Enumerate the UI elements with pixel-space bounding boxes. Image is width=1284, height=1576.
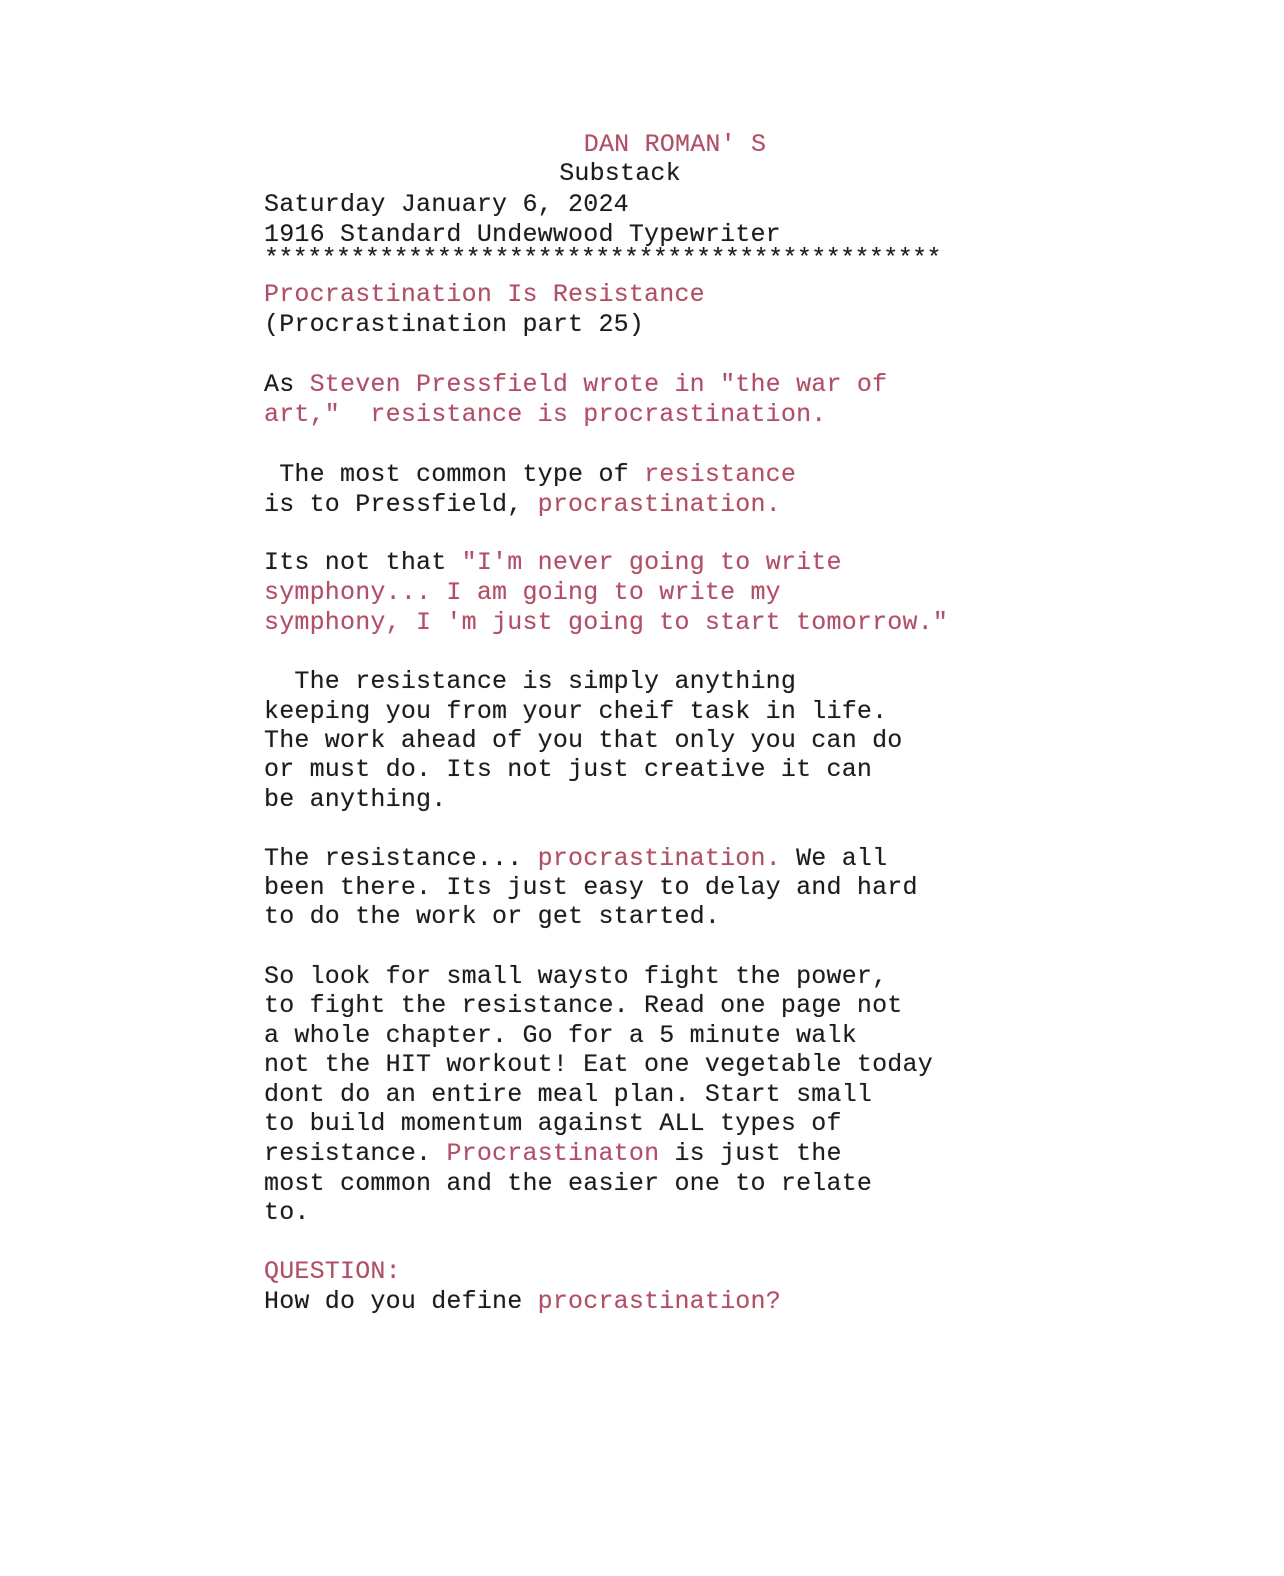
- text-segment: The resistance...: [264, 844, 538, 873]
- paragraph-4-line-3: The work ahead of you that only you can do: [264, 726, 903, 755]
- paragraph-6-line-5: dont do an entire meal plan. Start small: [264, 1080, 873, 1109]
- text-segment-red: resistance: [644, 460, 797, 489]
- text-segment-red: "I'm never going to write: [461, 548, 842, 577]
- paragraph-4-line-5: be anything.: [264, 785, 447, 814]
- text-segment-red: Steven Pressfield wrote in "the war of: [309, 370, 888, 399]
- text-segment: is to Pressfield,: [264, 490, 538, 519]
- article-title: Procrastination Is Resistance: [264, 280, 705, 309]
- text-segment: The most common type of: [264, 460, 645, 489]
- paragraph-1-line-2: art," resistance is procrastination.: [264, 400, 827, 429]
- paragraph-6-line-2: to fight the resistance. Read one page not: [264, 991, 903, 1020]
- paragraph-3-line-1: [264, 548, 842, 578]
- typewriter-line: 1916 Standard Undewwood Typewriter: [264, 220, 781, 249]
- paragraph-6-line-9: to.: [264, 1198, 310, 1227]
- paragraph-3-line-2: symphony... I am going to write my: [264, 578, 781, 607]
- publication-name: Substack: [559, 159, 681, 188]
- paragraph-6-line-6: to build momentum against ALL types of: [264, 1109, 842, 1138]
- paragraph-6-line-8: most common and the easier one to relate: [264, 1169, 873, 1198]
- paragraph-6-line-1: So look for small waysto fight the power,: [264, 962, 888, 991]
- text-segment: is just the: [659, 1139, 842, 1168]
- paragraph-2-line-2: [264, 490, 781, 520]
- paragraph-1-line-1: [264, 370, 887, 400]
- paragraph-3-line-3: symphony, I 'm just going to start tomorrow.": [264, 608, 949, 637]
- question-label: QUESTION:: [264, 1257, 401, 1286]
- date-line: Saturday January 6, 2024: [264, 190, 629, 219]
- paragraph-6-line-7: [264, 1139, 842, 1169]
- article-subtitle: (Procrastination part 25): [264, 310, 645, 339]
- paragraph-4-line-4: or must do. Its not just creative it can: [264, 755, 873, 784]
- text-segment-red: procrastination.: [537, 844, 781, 873]
- paragraph-5-line-3: to do the work or get started.: [264, 902, 721, 931]
- text-segment: How do you define: [264, 1287, 538, 1316]
- text-segment-red: procrastination.: [537, 490, 781, 519]
- text-segment: We all: [780, 844, 888, 873]
- paragraph-4-line-2: keeping you from your cheif task in life.: [264, 697, 888, 726]
- text-segment: As: [264, 370, 310, 399]
- text-segment: resistance.: [264, 1139, 447, 1168]
- paragraph-5-line-2: been there. Its just easy to delay and hard: [264, 873, 918, 902]
- paragraph-2-line-1: [264, 460, 796, 490]
- author-heading: DAN ROMAN' S: [583, 130, 767, 159]
- paragraph-6-line-4: not the HIT workout! Eat one vegetable today: [264, 1050, 933, 1079]
- paragraph-4-line-1: The resistance is simply anything: [264, 667, 797, 696]
- text-segment: Its not that: [264, 548, 462, 577]
- question-text: [264, 1287, 781, 1317]
- paragraph-5-line-1: [264, 844, 887, 874]
- text-segment-red: procrastination?: [537, 1287, 781, 1316]
- text-segment-red: Procrastinaton: [446, 1139, 660, 1168]
- paragraph-6-line-3: a whole chapter. Go for a 5 minute walk: [264, 1021, 857, 1050]
- asterisk-divider: ***********************************************: [264, 244, 941, 273]
